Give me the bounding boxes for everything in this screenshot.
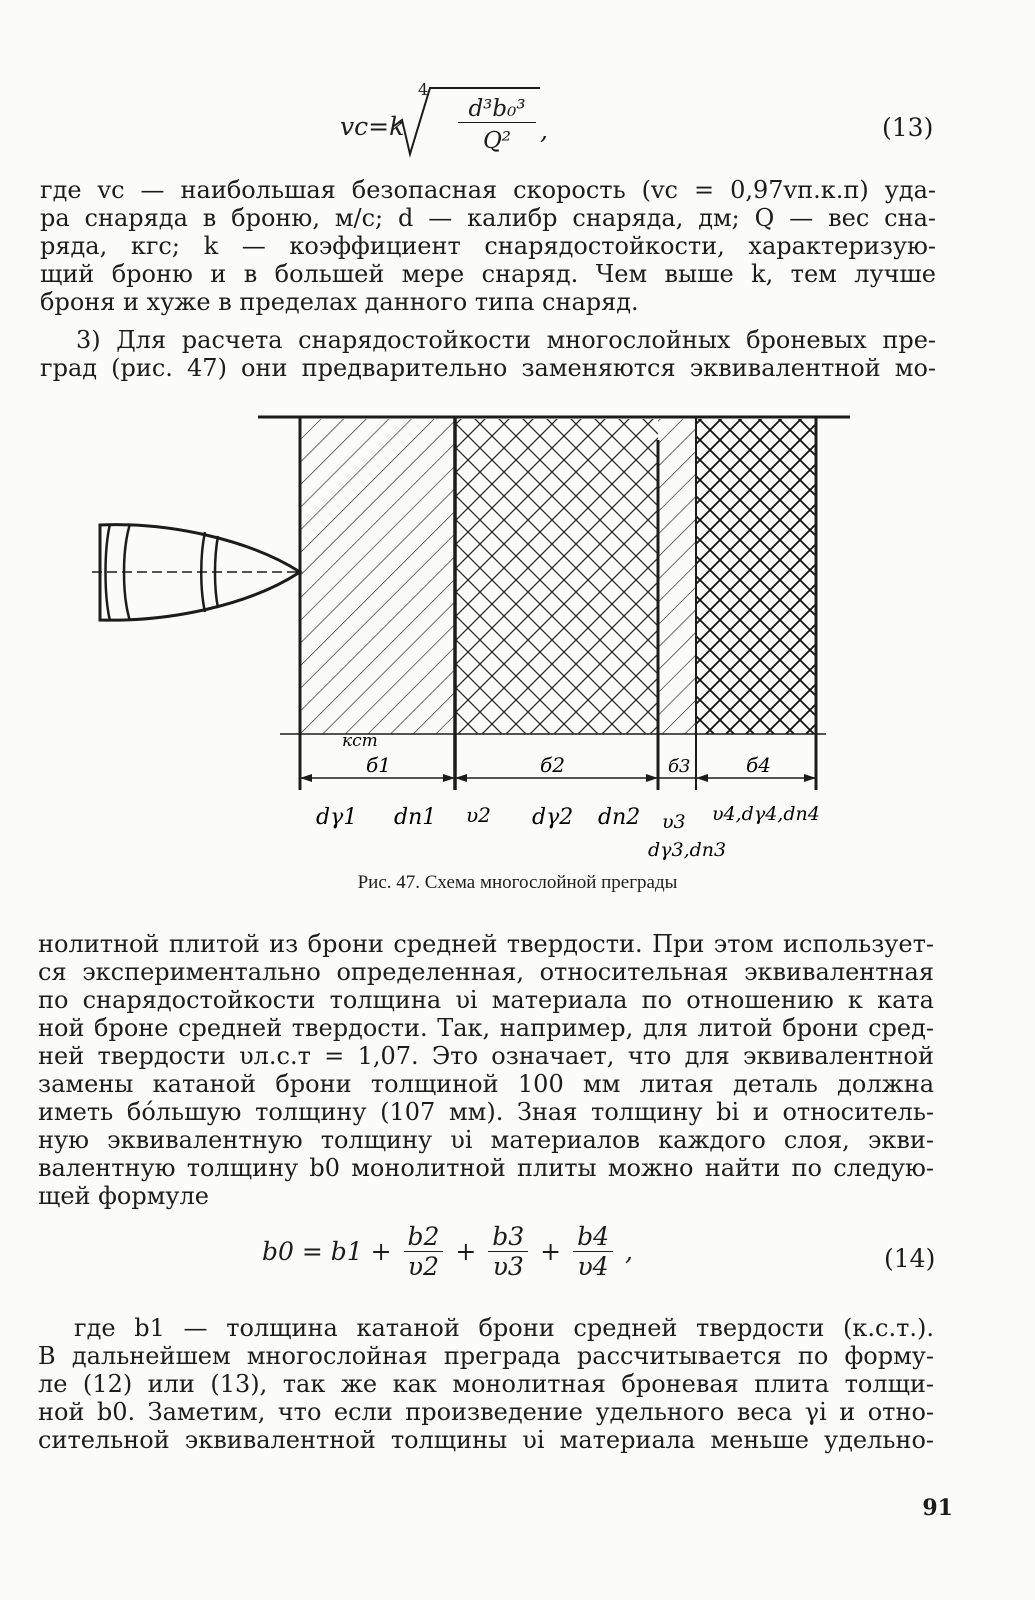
text-line: сительной эквивалентной толщины υi материала меньше удельно- xyxy=(38,1426,934,1454)
width-label-b4: б4 xyxy=(746,753,771,777)
text-line: щий броню и в большей мере снаряд. Чем выше k, тем лучше xyxy=(40,260,936,288)
width-label-b1: б1 xyxy=(366,753,391,777)
layer-1 xyxy=(300,419,455,734)
text-line: 3) Для расчета снарядостойкости многослойных броневых пре- xyxy=(76,326,936,354)
figure-caption: Рис. 47. Схема многослойной преграды xyxy=(357,872,678,893)
label-dg2: dγ2 xyxy=(532,805,574,830)
root-index: 4 xyxy=(418,80,429,99)
fraction-b2-v2: $\frac{b2}{\upsilon 2}$ xyxy=(404,1222,444,1281)
text-line: ной b0. Заметим, что если произведение удельного веса γi и отно- xyxy=(38,1398,934,1426)
text-line: нолитной плитой из брони средней твердости. При этом использует- xyxy=(38,930,934,958)
text-line: иметь бо́льшую толщину (107 мм). Зная толщину bi и относитель- xyxy=(38,1098,934,1126)
width-label-b2: б2 xyxy=(540,753,565,777)
formula-13-denominator: Q² xyxy=(482,128,512,154)
text-line: замены катаной брони толщиной 100 мм литая деталь должна xyxy=(38,1070,934,1098)
page-number: 91 xyxy=(922,1495,953,1521)
text-line: валентную толщину b0 монолитной плиты можно найти по следую- xyxy=(38,1154,934,1182)
fraction-b4-v4: $\frac{b4}{\upsilon 4}$ xyxy=(573,1222,613,1281)
formula-14-lhs: b0 = b1 + xyxy=(262,1237,392,1266)
paragraph-equivalent-thickness xyxy=(38,930,934,1210)
label-dg1: dγ1 xyxy=(316,805,358,830)
text-line: ной броне средней твердости. Так, например, для литой брони сред- xyxy=(38,1014,934,1042)
paragraph-multilayer-intro xyxy=(40,326,936,382)
fraction-b3-v3: $\frac{b3}{\upsilon 3}$ xyxy=(488,1222,528,1281)
layer-2 xyxy=(455,419,658,734)
figure-multilayer-barrier xyxy=(0,400,1035,870)
label-kst: кст xyxy=(342,731,378,751)
text-line: броня и хуже в пределах данного типа снаряд. xyxy=(40,288,639,316)
text-line: ле (12) или (13), так же как монолитная броневая плита толщи- xyxy=(38,1370,934,1398)
text-line: щей формуле xyxy=(38,1182,209,1210)
text-line: где vc — наибольшая безопасная скорость (vc = 0,97vп.к.п) уда- xyxy=(40,176,936,204)
label-v3: υ3 xyxy=(662,811,686,833)
label-v4-dg4-dp4: υ4,dγ4,dп4 xyxy=(712,803,820,825)
layer-4 xyxy=(696,419,816,734)
paragraph-conclusion xyxy=(38,1314,934,1454)
formula-14: b0 = b1 + $\frac{b2}{\upsilon 2}$ + $\frac{b3}{\upsilon 3}$ + $\frac{b4}{\upsilon 4}$ , xyxy=(262,1222,633,1281)
paragraph-definitions xyxy=(40,176,936,316)
text-line: ряда, кгс; k — коэффициент снарядостойкости, характеризую- xyxy=(40,232,936,260)
label-dg3-dp3: dγ3,dп3 xyxy=(648,839,727,861)
width-label-b3: б3 xyxy=(668,756,691,777)
text-line: ную эквивалентную толщину υi материалов каждого слоя, экви- xyxy=(38,1126,934,1154)
equation-number-14: (14) xyxy=(884,1244,936,1273)
label-dp1: dп1 xyxy=(394,805,437,830)
formula-13-lhs: vc=k xyxy=(340,112,405,141)
layer-3 xyxy=(658,419,696,734)
label-dp2: dп2 xyxy=(598,805,641,830)
text-line: В дальнейшем многослойная преграда рассчитывается по форму- xyxy=(38,1342,934,1370)
formula-13-tail: , xyxy=(540,116,548,145)
text-line: по снарядостойкости толщина υi материала по отношению к ката xyxy=(38,986,934,1014)
text-line: ся экспериментально определенная, относительная эквивалентная xyxy=(38,958,934,986)
text-line: ра снаряда в броню, м/с; d — калибр снаряда, дм; Q — вес сна- xyxy=(40,204,936,232)
label-v2: υ2 xyxy=(466,803,491,827)
text-line: ней твердости υл.с.т = 1,07. Это означает, что для эквивалентной xyxy=(38,1042,934,1070)
text-line: где b1 — толщина катаной брони средней твердости (к.с.т.). xyxy=(74,1314,934,1342)
formula-13-numerator: d³b₀³ xyxy=(458,96,536,123)
projectile-icon xyxy=(92,524,300,621)
equation-number-13: (13) xyxy=(882,113,934,142)
text-line: град (рис. 47) они предварительно заменяются эквивалентной мо- xyxy=(40,354,936,382)
